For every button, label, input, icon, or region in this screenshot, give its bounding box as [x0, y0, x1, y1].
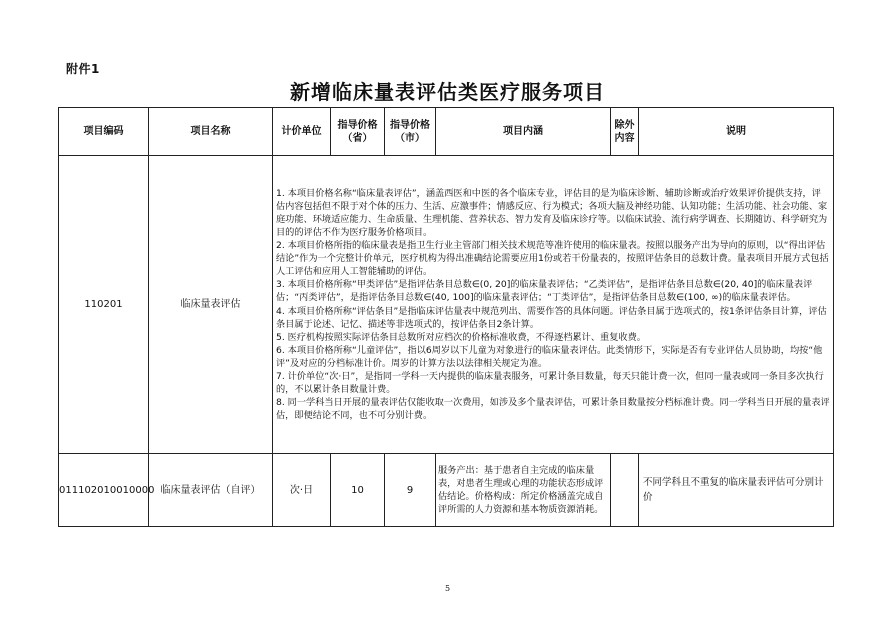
fee-table [58, 107, 834, 527]
page-number: 5 [444, 584, 451, 593]
row1-paragraph: 8. 同一学科当日开展的量表评估仅能收取一次费用，如涉及多个量表评估，可累计条目数量按分档标准计费。同一学科当日开展的量表评估，即便结论不同，也不可分别计费。 [276, 397, 830, 422]
row1-paragraph: 2. 本项目价格所指的临床量表是指卫生行业主管部门相关技术规范等准许使用的临床量表。按照以服务产出为导向的原则，以“得出评估结论”作为一个完整计价单元，医疗机构为得出准确结论需要应用1份或若干份量表的，按照评估条目的总数计费。量表项目开展方式包括人工评估和应用人工智能辅助的评估。 [276, 240, 829, 278]
row2-code: 011102010010000 [59, 454, 149, 527]
row1-paragraph: 5. 医疗机构按照实际评估条目总数所对应档次的价格标准收费，不得逐档累计、重复收费。 [276, 331, 646, 343]
header-name: 项目名称 [149, 108, 273, 156]
row1-paragraph: 3. 本项目价格所称“甲类评估”是指评估条目总数∈(0, 20]的临床量表评估；“乙类评估”，是指评估条目总数∈(20, 40]的临床量表评估；“丙类评估”，是指评估条目总数∈(40, 100]的临床量表评估；“丁类评估”，是指评估条目总数∈(100, ∞)的临床量表评估。 [276, 279, 813, 304]
row1-paragraph: 6. 本项目价格所称“儿童评估”，指以6周岁以下儿童为对象进行的临床量表评估。此类情形下，实际是否有专业评估人员协助，均按“他评”及对应的分档标准计价。周岁的计算方法以法律相关规定为准。 [276, 344, 823, 369]
row1-name: 临床量表评估 [149, 156, 273, 454]
row1-code: 110201 [59, 156, 149, 454]
row2-unit: 次·日 [273, 454, 331, 527]
page-title: 新增临床量表评估类医疗服务项目 [290, 80, 605, 104]
attachment-label: 附件1 [66, 62, 100, 76]
row1-paragraph: 7. 计价单位“次·日”，是指同一学科一天内提供的临床量表服务，可累计条目数量，每天只能计费一次，但同一量表或同一条目多次执行的，不以累计条目数量计费。 [276, 370, 824, 396]
header-content: 项目内涵 [436, 108, 611, 156]
header-unit: 计价单位 [273, 108, 331, 156]
row2-name: 临床量表评估（自评） [149, 454, 273, 527]
row2-exclusions [611, 454, 639, 527]
header-notes: 说明 [639, 108, 834, 156]
row2-price-city: 9 [385, 454, 436, 527]
row2-notes: 不同学科且不重复的临床量表评估可分别计价 [639, 454, 834, 527]
row1-paragraph: 4. 本项目价格所称“评估条目”是指临床评估量表中规范列出、需要作答的具体问题。评估条目属于选项式的，按1条评估条目计算，评估条目属于论述、记忆、描述等非选项式的，按评估条目2条计算。 [276, 305, 827, 330]
row1-paragraph: 1. 本项目价格名称“临床量表评估”，涵盖西医和中医的各个临床专业，评估目的是为临床诊断、辅助诊断或治疗效果评价提供支持，评估内容包括但不限于对个体的压力、生活、应激事件；情感反应、行为模式；各项大脑及神经功能、认知功能；生活功能、社会功能、家庭功能、环境适应能力、生命质量、生理机能、营养状态、智力发育及临床诊疗等。以临床试验、流行病学调查、长期随访、科学研究为目的的评估不作为医疗服务价格项目。 [276, 187, 828, 238]
table-row [59, 156, 834, 454]
header-code: 项目编码 [59, 108, 149, 156]
header-exclusions: 除外内容 [611, 108, 639, 156]
row2-price-prov: 10 [331, 454, 385, 527]
header-price-prov: 指导价格（省） [331, 108, 385, 156]
header-price-city: 指导价格（市） [385, 108, 436, 156]
table-row [59, 454, 834, 527]
row1-description [273, 156, 834, 454]
table-header-row [59, 108, 834, 156]
row2-content: 服务产出：基于患者自主完成的临床量表，对患者生理或心理的功能状态形成评估结论。价格构成：所定价格涵盖完成自评所需的人力资源和基本物质资源消耗。 [436, 454, 611, 527]
